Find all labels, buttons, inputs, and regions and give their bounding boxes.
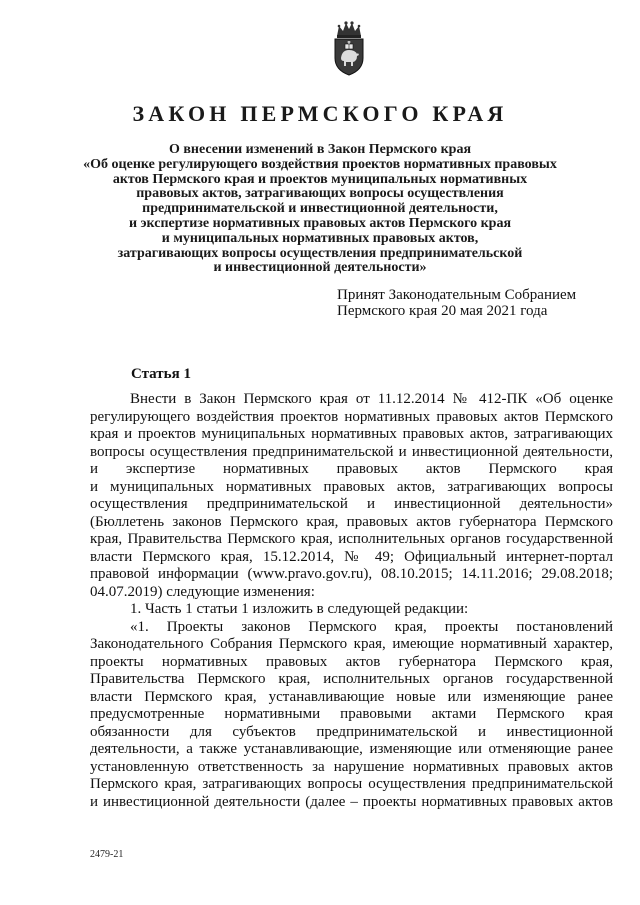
body-line: установленную ответственность за нарушение нормативных правовых актов xyxy=(90,758,613,775)
body-line: правовой информации (www.pravo.gov.ru), 08.10.2015; 14.11.2016; 29.08.2018; xyxy=(90,566,613,582)
coat-of-arms-graphic xyxy=(327,20,371,76)
body-line: и экспертизе нормативных правовых актов Пермского края xyxy=(90,461,613,477)
article-body xyxy=(90,391,613,811)
body-line: предусмотренные нормативными правовыми актами Пермского края xyxy=(90,706,613,722)
body-line: и инвестиционной деятельности (далее – проекты нормативных правовых актов xyxy=(90,793,613,810)
body-line: вопросы осуществления предпринимательской и инвестиционной деятельности, xyxy=(90,443,613,460)
body-line: обязанности для субъектов предпринимательской и инвестиционной xyxy=(90,723,613,740)
body-line: Законодательного Собрания Пермского края, имеющие нормативный характер, xyxy=(90,636,613,652)
document-code: 2479-21 xyxy=(90,849,124,860)
body-line: проекты нормативных правовых актов губернатора Пермского края, xyxy=(90,653,613,670)
body-line: власти Пермского края, устанавливающие новые или изменяющие ранее xyxy=(90,688,613,705)
body-line: (Бюллетень законов Пермского края, правовых актов губернатора Пермского xyxy=(90,513,613,530)
body-line: власти Пермского края, 15.12.2014, № 49; Официальный интернет-портал xyxy=(90,548,613,565)
subtitle-line: предпринимательской и инвестиционной деятельности, xyxy=(142,201,498,217)
subtitle-line: и экспертизе нормативных правовых актов Пермского края xyxy=(128,215,512,231)
body-line: Пермского края, затрагивающих вопросы осуществления предпринимательской xyxy=(90,776,613,792)
body-line: регулирующего воздействия проектов нормативных правовых актов Пермского xyxy=(90,408,613,425)
subtitle-line: затрагивающих вопросы осуществления предпринимательской xyxy=(117,245,523,261)
adoption-line: Пермского края 20 мая 2021 года xyxy=(337,303,548,319)
law-title: ЗАКОН ПЕРМСКОГО КРАЯ xyxy=(132,101,508,126)
law-subtitle xyxy=(70,143,570,276)
body-line: Внести в Закон Пермского края от 11.12.2014 № 412-ПК «Об оценке xyxy=(130,391,613,407)
body-line: края, Правительства Пермского края, исполнительных органов государственной xyxy=(90,531,613,547)
subtitle-line: правовых актов, затрагивающих вопросы осуществления xyxy=(136,186,504,202)
body-line: и муниципальных нормативных правовых актов, затрагивающих вопросы xyxy=(90,478,613,495)
perm-krai-coat-of-arms-icon xyxy=(327,20,371,76)
body-line: 1. Часть 1 статьи 1 изложить в следующей редакции: xyxy=(130,601,469,617)
adoption-note xyxy=(337,287,617,319)
body-line: «1. Проекты законов Пермского края, проекты постановлений xyxy=(130,618,613,635)
body-line: Правительства Пермского края, исполнительных органов государственной xyxy=(90,671,613,687)
adoption-line: Принят Законодательным Собранием xyxy=(337,287,577,303)
subtitle-line: О внесении изменений в Закон Пермского края xyxy=(168,142,472,157)
body-line: деятельности, а также устанавливающие, изменяющие или отменяющие ранее xyxy=(90,741,613,757)
subtitle-line: «Об оценке регулирующего воздействия проектов нормативных правовых xyxy=(83,156,557,172)
body-line: осуществления предпринимательской и инвестиционной деятельности» xyxy=(90,496,613,512)
subtitle-line: и муниципальных нормативных правовых актов, xyxy=(161,230,479,246)
subtitle-line: актов Пермского края и проектов муниципальных нормативных xyxy=(112,171,528,187)
article-heading: Статья 1 xyxy=(131,366,191,382)
body-line: края и проектов муниципальных нормативных правовых актов, затрагивающих xyxy=(90,426,613,442)
subtitle-line: и инвестиционной деятельности» xyxy=(213,260,427,276)
body-line: 04.07.2019) следующие изменения: xyxy=(90,583,315,600)
